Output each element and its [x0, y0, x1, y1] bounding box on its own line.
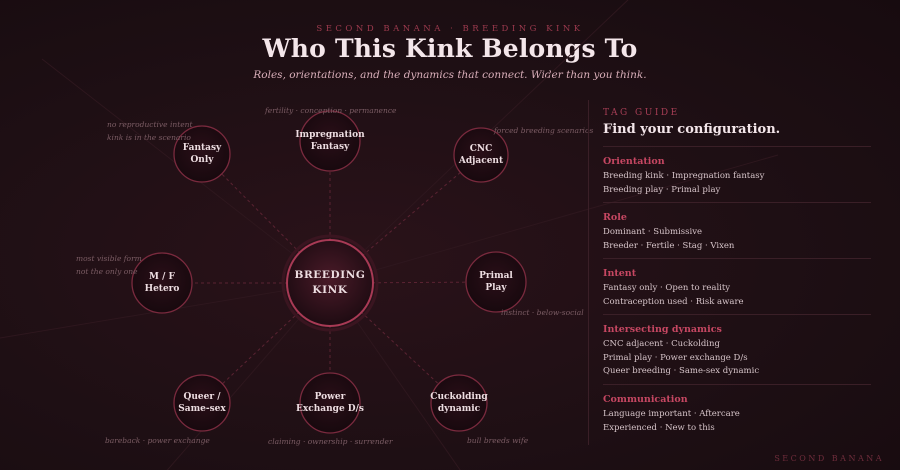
tag-section-communication	[603, 384, 871, 435]
tag-section-line: CNC adjacent · Cuckolding	[603, 339, 720, 349]
footer-brand: SECOND BANANA	[774, 454, 884, 463]
tag-section-line: Language important · Aftercare	[603, 409, 740, 419]
tag-section-heading: Intersecting dynamics	[603, 324, 722, 335]
note-fantasy-only: no reproductive intent kink is in the scenario	[107, 120, 193, 142]
note-cuckolding-dynamic: bull breeds wife	[467, 436, 529, 445]
tag-section-line: Breeder · Fertile · Stag · Vixen	[603, 240, 735, 251]
tag-section-role	[603, 202, 871, 253]
tag-section-line: Fantasy only · Open to reality	[603, 283, 731, 293]
tag-section-heading: Intent	[603, 268, 637, 279]
tag-section-intersecting-dynamics	[603, 314, 871, 379]
note-queer-same-sex: bareback · power exchange	[105, 436, 210, 445]
node-label-fantasy-only: Fantasy Only	[182, 143, 222, 165]
node-label-mf-hetero: M / F Hetero	[144, 272, 180, 294]
tag-section-line: Contraception used · Risk aware	[603, 296, 744, 307]
node-label-primal-play: Primal Play	[479, 271, 513, 293]
note-power-exchange: claiming · ownership · surrender	[268, 437, 393, 446]
node-label-queer-same-sex: Queer / Same-sex	[178, 392, 226, 414]
tag-section-orientation	[603, 146, 871, 197]
node-label-power-exchange: Power Exchange D/s	[296, 392, 364, 414]
tag-guide-panel	[588, 100, 881, 445]
tag-section-line: Breeding kink · Impregnation fantasy	[603, 171, 765, 181]
tag-guide-title: Find your configuration.	[603, 122, 781, 137]
note-impregnation-fantasy: fertility · conception · permanence	[265, 106, 397, 115]
tag-section-line: Breeding play · Primal play	[603, 184, 721, 195]
note-primal-play: instinct · below-social	[501, 308, 584, 317]
tag-section-line: Dominant · Submissive	[603, 227, 703, 237]
center-node-label: BREEDING KINK	[294, 269, 366, 296]
tag-section-heading: Role	[603, 212, 627, 223]
tag-section-line: Primal play · Power exchange D/s	[603, 352, 748, 363]
note-mf-hetero: most visible form not the only one	[76, 254, 142, 276]
tag-guide-kicker: TAG GUIDE	[603, 108, 680, 118]
header-kicker: SECOND BANANA · BREEDING KINK	[316, 24, 584, 34]
node-label-cuckolding-dynamic: Cuckolding dynamic	[430, 392, 488, 414]
node-label-cnc-adjacent: CNC Adjacent	[458, 144, 504, 166]
tag-section-line: Queer breeding · Same-sex dynamic	[603, 366, 760, 376]
page-title: Who This Kink Belongs To	[262, 34, 638, 63]
tag-section-intent	[603, 258, 871, 309]
tag-section-heading: Orientation	[603, 156, 665, 167]
node-label-impregnation-fantasy: Impregnation Fantasy	[295, 130, 365, 152]
tag-section-line: Experienced · New to this	[603, 422, 715, 433]
tag-section-heading: Communication	[603, 394, 688, 405]
note-cnc-adjacent: forced breeding scenarios	[494, 126, 594, 135]
page-subtitle: Roles, orientations, and the dynamics that connect. Wider than you think.	[253, 69, 647, 81]
